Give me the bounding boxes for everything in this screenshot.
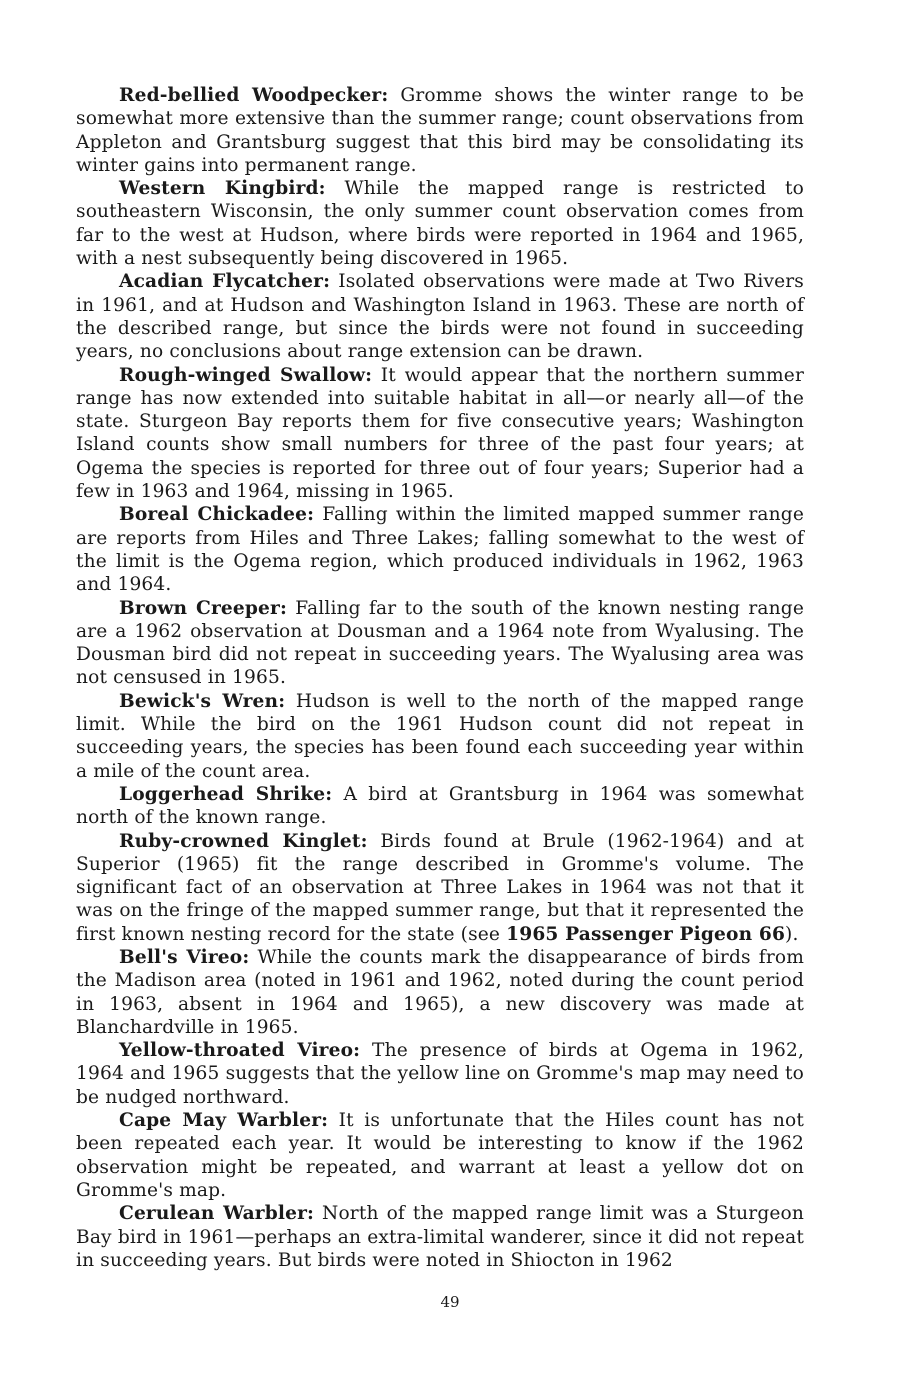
species-text: Falling within the limited mapped summer range are reports from Hiles and Three Lakes; falling somewhat to the west of the limit is the Ogema region, which produced individuals in 1962, 1963 and 1964.: [76, 504, 804, 596]
species-entry: [76, 177, 804, 270]
species-text: A bird at Grantsburg in 1964 was somewhat north of the known range.: [76, 783, 804, 829]
species-entry: [76, 1202, 804, 1272]
species-entry: [76, 690, 804, 783]
species-name: Yellow-throated Vireo:: [119, 1040, 361, 1062]
species-entry: [76, 84, 804, 177]
species-text: It would appear that the northern summer range has now extended into suitable habitat in all—or nearly all—of the state. Sturgeon Bay reports them for five consecutive years; Washington Island counts show small numbers for three of the past four years; at Ogema the species is reported for three out of four years; Superior had a few in 1963 and 1964, missing in 1965.: [76, 364, 804, 503]
species-name: Cape May Warbler:: [119, 1110, 329, 1132]
species-name: Red-bellied Woodpecker:: [119, 85, 389, 106]
page-body: [76, 84, 804, 1272]
species-entry: [76, 830, 804, 946]
species-text: Isolated observations were made at Two Rivers in 1961, and at Hudson and Washington Island in 1963. These are north of the described range, but since the birds were not found in succeeding years, no conclusions about range extension can be drawn.: [76, 271, 804, 363]
species-text-tail: ).: [785, 923, 799, 945]
species-name: Acadian Flycatcher:: [119, 271, 331, 293]
species-entry: [76, 364, 804, 504]
species-text: While the mapped range is restricted to southeastern Wisconsin, the only summer count observation comes from far to the west at Hudson, where birds were reported in 1964 and 1965, with a nest subsequently being discovered in 1965.: [76, 178, 805, 270]
species-text: The presence of birds at Ogema in 1962, 1964 and 1965 suggests that the yellow line on Gromme's map may need to be nudged northward.: [76, 1040, 805, 1108]
species-entry: [76, 1109, 804, 1202]
species-text: Hudson is well to the north of the mapped range limit. While the bird on the 1961 Hudson count did not repeat in succeeding years, the species has been found each succeeding year within a mile of the count area.: [76, 690, 805, 782]
species-entry: [76, 503, 804, 596]
species-name: Western Kingbird:: [119, 178, 326, 200]
species-name: Brown Creeper:: [119, 597, 287, 619]
species-entry: [76, 270, 804, 363]
species-name: Loggerhead Shrike:: [119, 783, 333, 805]
species-entry: [76, 597, 804, 690]
species-text: While the counts mark the disappearance of birds from the Madison area (noted in 1961 and 1962, noted during the count period in 1963, absent in 1964 and 1965), a new discovery was made at Blanchardville in 1965.: [76, 946, 804, 1038]
species-text: Birds found at Brule (1962-1964) and at Superior (1965) fit the range described in Gromme's volume. The significant fact of an observation at Three Lakes in 1964 was not that it was on the fringe of the mapped summer range, but that it represented the first known nesting record for the state (see: [76, 830, 804, 945]
species-entry: [76, 783, 804, 830]
species-text: Falling far to the south of the known nesting range are a 1962 observation at Dousman and a 1964 note from Wyalusing. The Dousman bird did not repeat in succeeding years. The Wyalusing area was not censused in 1965.: [76, 597, 804, 689]
species-name: Bell's Vireo:: [119, 946, 250, 968]
page-number: 49: [440, 1293, 460, 1311]
species-name: Boreal Chickadee:: [119, 504, 315, 526]
species-text: North of the mapped range limit was a Sturgeon Bay bird in 1961—perhaps an extra-limital wanderer, since it did not repeat in succeeding years. But birds were noted in Shiocton in 1962: [76, 1203, 805, 1271]
species-entry: [76, 946, 804, 1039]
species-name: Rough-winged Swallow:: [119, 364, 373, 386]
species-text: It is unfortunate that the Hiles count has not been repeated each year. It would be interesting to know if the 1962 observation might be repeated, and warrant at least a yellow dot on Gromme's map.: [76, 1110, 804, 1201]
journal-reference: 1965 Passenger Pigeon 66: [506, 923, 786, 945]
species-text: Gromme shows the winter range to be somewhat more extensive than the summer range; count observations from Appleton and Grantsburg suggest that this bird may be consolidating its winter gains into permanent range.: [76, 85, 804, 176]
species-name: Cerulean Warbler:: [119, 1203, 315, 1225]
species-name: Ruby-crowned Kinglet:: [119, 830, 368, 852]
species-entry: [76, 1039, 804, 1109]
species-name: Bewick's Wren:: [119, 690, 286, 712]
